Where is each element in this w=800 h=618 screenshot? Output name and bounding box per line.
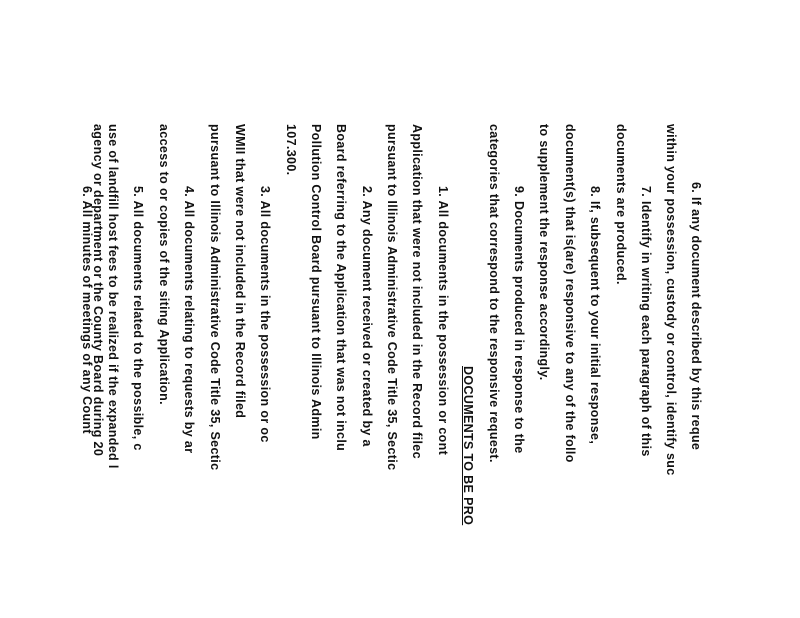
text-line: use of landfill host fees to be realized if the expanded l [106, 124, 120, 469]
text-line: pursuant to Illinois Administrative Code Title 35, Sectic [208, 124, 222, 471]
text-line: 6. If any document described by this reque [689, 182, 703, 451]
text-line: 1. All documents in the possession or cont [436, 186, 450, 456]
text-line: 5. All documents related to the possible, c [131, 186, 145, 451]
text-line: 8. If, subsequent to your initial response, [588, 186, 602, 445]
text-line: access to or copies of the siting Application. [157, 124, 171, 405]
text-line: 9. Documents produced in response to the [512, 186, 526, 454]
text-line: 3. All documents in the possession or oc [258, 186, 272, 443]
section-heading: DOCUMENTS TO BE PRO [461, 366, 475, 526]
text-line: Pollution Control Board pursuant to Illinois Admin [309, 124, 323, 440]
text-line: to supplement the response accordingly. [537, 124, 551, 381]
text-line: within your possession, custody or control, identify suc [664, 124, 678, 476]
text-line: pursuant to Illinois Administrative Code Title 35, Sectic [385, 124, 399, 471]
text-line: agency or department or the County Board during 20 [91, 124, 105, 457]
text-line: 2. Any document received or created by a [360, 186, 374, 447]
text-line: 7. Identify in writing each paragraph of this [639, 186, 653, 457]
text-line: 107.300. [284, 124, 298, 176]
text-line: Application that were not included in the Record filec [410, 124, 424, 459]
text-line: documents are produced. [614, 124, 628, 285]
text-line: document(s) that is(are) responsive to any of the follo [563, 124, 577, 463]
text-line: 6. All minutes of meetings of any Count [80, 186, 94, 434]
text-line: Board referring to the Application that was not inclu [334, 124, 348, 452]
text-line: categories that correspond to the responsive request. [487, 124, 501, 463]
text-line: 4. All documents relating to requests by ar [182, 186, 196, 454]
text-line: WMII that were not included in the Record filed [233, 124, 247, 419]
